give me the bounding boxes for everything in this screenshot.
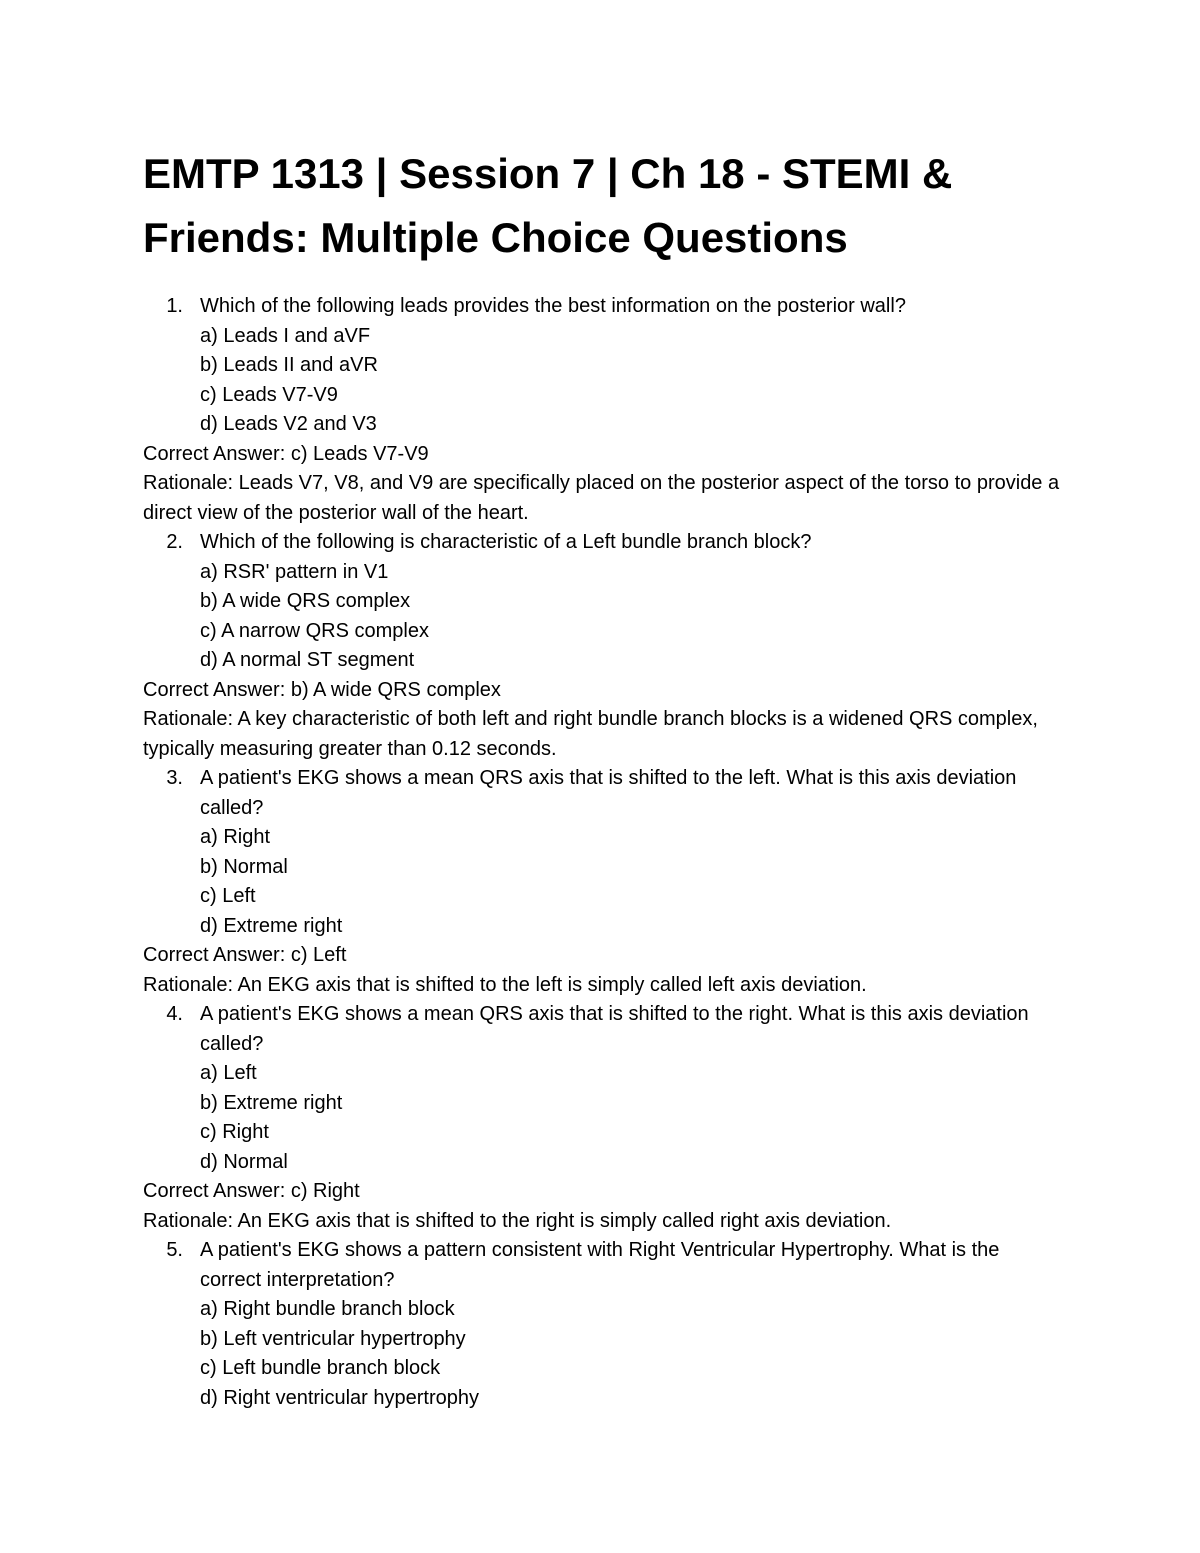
correct-answer: Correct Answer: c) Leads V7-V9 bbox=[143, 442, 429, 465]
question-text: A patient's EKG shows a mean QRS axis that is shifted to the right. What is this axis deviation called? bbox=[200, 1003, 1029, 1055]
rationale: Rationale: An EKG axis that is shifted to the right is simply called right axis deviation. bbox=[143, 1209, 892, 1232]
rationale: Rationale: A key characteristic of both left and right bundle branch blocks is a widened QRS complex, typically measuring greater than 0.12 seconds. bbox=[143, 708, 1038, 760]
rationale: Rationale: An EKG axis that is shifted to the left is simply called left axis deviation. bbox=[143, 973, 867, 996]
option-c: c) Leads V7-V9 bbox=[200, 383, 338, 406]
correct-answer: Correct Answer: b) A wide QRS complex bbox=[143, 678, 501, 701]
option-d: d) Leads V2 and V3 bbox=[200, 413, 377, 435]
option-c: c) Right bbox=[200, 1121, 269, 1143]
option-b: b) Normal bbox=[200, 855, 288, 878]
option-c: c) Left bbox=[200, 885, 256, 907]
document-title: EMTP 1313 | Session 7 | Ch 18 - STEMI & Friends: Multiple Choice Questions bbox=[143, 150, 953, 261]
question-1 bbox=[143, 292, 1063, 440]
question-text: Which of the following leads provides the best information on the posterior wall? bbox=[200, 295, 906, 317]
rationale: Rationale: Leads V7, V8, and V9 are specifically placed on the posterior aspect of the torso to provide a direct view of the posterior wall of the heart. bbox=[143, 472, 1060, 524]
question-number: 5. bbox=[166, 1239, 183, 1261]
correct-answer: Correct Answer: c) Right bbox=[143, 1180, 360, 1202]
question-number: 4. bbox=[166, 1003, 183, 1025]
option-d: d) Right ventricular hypertrophy bbox=[200, 1386, 480, 1409]
question-4 bbox=[143, 1000, 1063, 1177]
option-a: a) Right bbox=[200, 826, 271, 848]
option-b: b) Left ventricular hypertrophy bbox=[200, 1327, 466, 1350]
question-text: A patient's EKG shows a mean QRS axis that is shifted to the left. What is this axis deviation called? bbox=[200, 767, 1017, 819]
option-b: b) Leads II and aVR bbox=[200, 354, 378, 376]
option-d: d) Normal bbox=[200, 1150, 288, 1173]
option-a: a) Right bundle branch block bbox=[200, 1298, 455, 1320]
question-text: A patient's EKG shows a pattern consistent with Right Ventricular Hypertrophy. What is the correct interpretation? bbox=[200, 1239, 1000, 1291]
question-number: 1. bbox=[166, 295, 183, 317]
option-a: a) Left bbox=[200, 1062, 257, 1084]
option-a: a) RSR' pattern in V1 bbox=[200, 560, 389, 583]
question-number: 3. bbox=[166, 767, 183, 789]
question-3 bbox=[143, 764, 1063, 941]
question-number: 2. bbox=[166, 531, 183, 553]
question-text: Which of the following is characteristic of a Left bundle branch block? bbox=[200, 531, 812, 553]
option-d: d) A normal ST segment bbox=[200, 649, 415, 671]
document-page bbox=[143, 142, 1063, 1413]
question-5 bbox=[143, 1236, 1063, 1413]
question-2 bbox=[143, 528, 1063, 676]
option-d: d) Extreme right bbox=[200, 914, 343, 937]
option-c: c) A narrow QRS complex bbox=[200, 619, 429, 642]
option-a: a) Leads I and aVF bbox=[200, 324, 371, 347]
option-c: c) Left bundle branch block bbox=[200, 1357, 441, 1379]
option-b: b) A wide QRS complex bbox=[200, 590, 411, 612]
correct-answer: Correct Answer: c) Left bbox=[143, 944, 347, 966]
option-b: b) Extreme right bbox=[200, 1091, 343, 1114]
